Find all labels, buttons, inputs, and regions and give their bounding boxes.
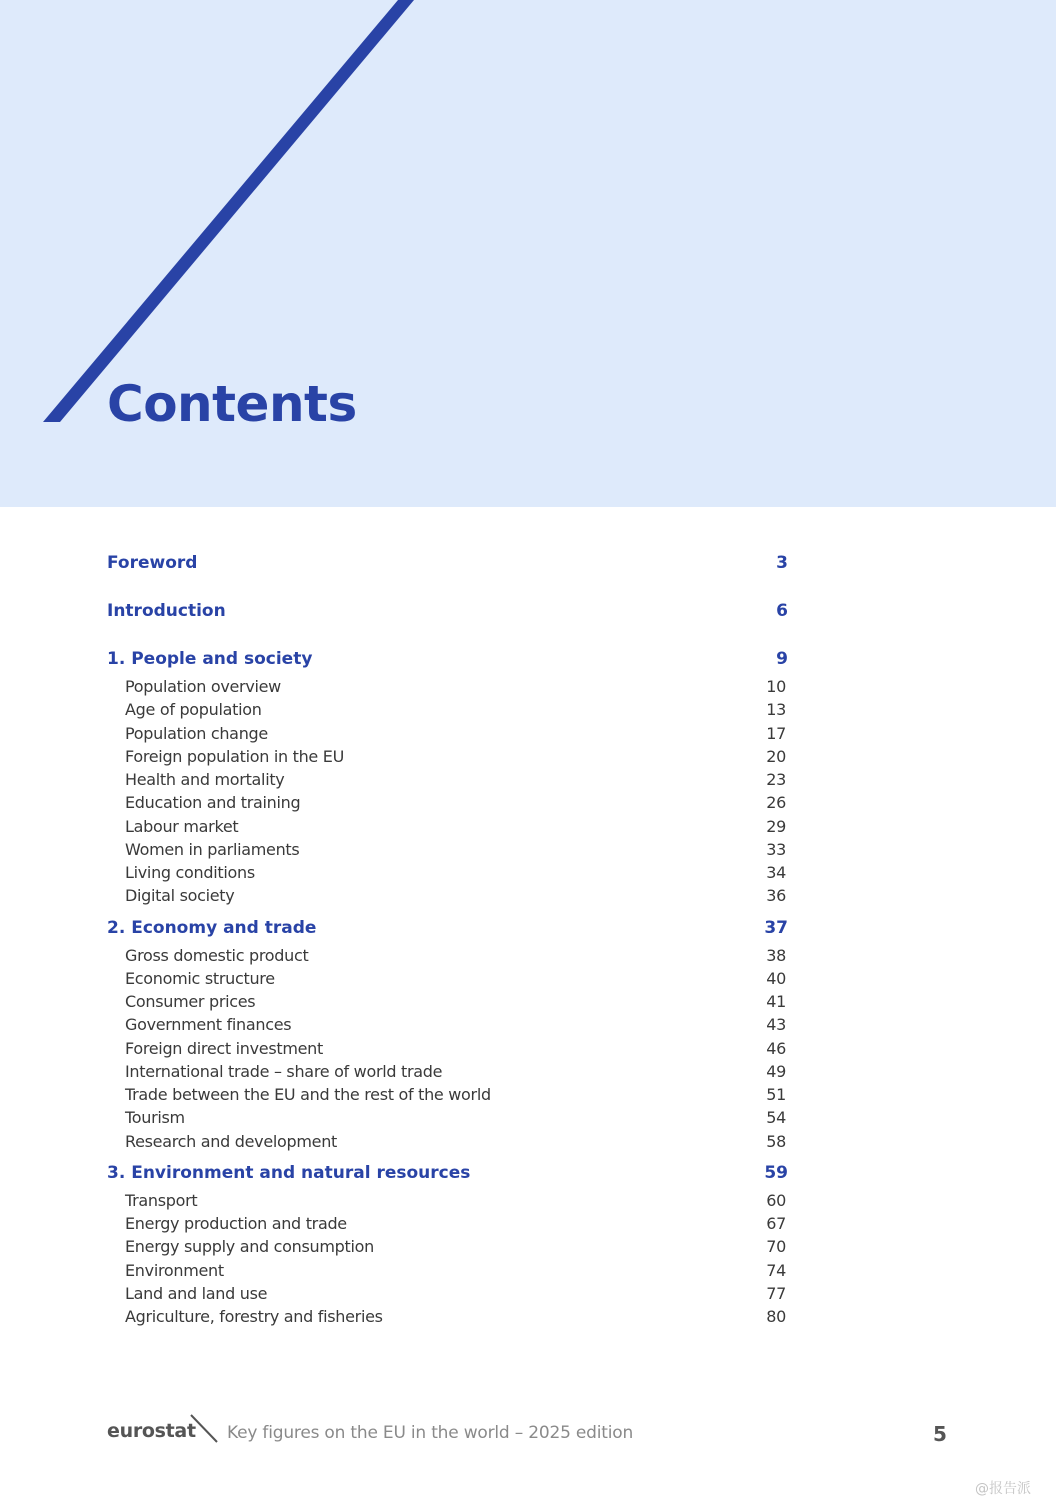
toc-item-title: Gross domestic product [125,945,309,965]
toc-item-title: Labour market [125,816,239,836]
toc-section-heading[interactable] [107,598,788,639]
toc-item-title: Population change [125,723,268,743]
toc-section-title: Foreword [107,553,198,573]
toc-item[interactable] [107,745,788,768]
toc-section-page: 37 [764,917,788,938]
toc-item-title: Environment [125,1260,224,1280]
toc-item-page: 41 [766,992,786,1011]
toc-item[interactable] [107,1083,788,1106]
toc-section-heading[interactable] [107,915,788,944]
toc-section-heading[interactable] [107,1160,788,1189]
toc-item-page: 33 [766,839,786,859]
toc-item-page: 49 [766,1061,786,1081]
toc-item[interactable] [107,791,788,814]
toc-item-title: Agriculture, forestry and fisheries [125,1307,383,1326]
toc-item-title: Health and mortality [125,770,285,789]
logo-slash-icon [188,1413,220,1445]
page-title: Contents [107,375,357,433]
toc-item-page: 67 [766,1214,786,1233]
toc-item[interactable] [107,838,788,861]
toc-item-page: 20 [766,746,786,766]
toc-item-title: Energy supply and consumption [125,1237,374,1257]
toc-section-page: 3 [776,553,788,573]
toc-item-page: 77 [766,1283,786,1303]
toc-section-title: 3. Environment and natural resources [107,1162,471,1183]
toc-item[interactable] [107,698,788,721]
toc-item[interactable] [107,815,788,838]
toc-item[interactable] [107,1037,788,1060]
toc-item[interactable] [107,884,788,907]
toc-item-title: Living conditions [125,863,255,882]
toc-item-title: Research and development [125,1131,338,1151]
toc-item-title: Consumer prices [125,992,256,1011]
toc-item[interactable] [107,1130,788,1153]
diagonal-slash-decoration [0,0,420,430]
toc-item-page: 13 [766,700,786,720]
footer-page-number: 5 [933,1422,947,1446]
toc-item-page: 54 [766,1108,786,1128]
toc-section-heading[interactable] [107,646,788,675]
toc-section [107,646,788,908]
toc-item-title: Population overview [125,677,281,696]
toc-item-title: Trade between the EU and the rest of the world [125,1085,491,1104]
toc-section-page: 6 [776,601,788,621]
toc-item[interactable] [107,1235,788,1258]
toc-item-title: Energy production and trade [125,1214,347,1233]
toc-item-page: 23 [766,770,786,789]
toc-item-title: Economic structure [125,968,275,988]
toc-item-page: 36 [766,886,786,906]
toc-item[interactable] [107,1106,788,1129]
toc-item[interactable] [107,967,788,990]
toc-section [107,598,788,639]
toc-item-page: 43 [766,1015,786,1035]
toc-item[interactable] [107,1282,788,1305]
toc-item[interactable] [107,768,788,791]
toc-item[interactable] [107,1060,788,1083]
toc-section-page: 59 [764,1162,788,1183]
toc-item[interactable] [107,1259,788,1282]
toc-item-title: Digital society [125,886,235,906]
toc-item-page: 40 [766,968,786,988]
toc-item-page: 10 [766,677,786,696]
toc-section-heading[interactable] [107,550,788,591]
toc-item-page: 51 [766,1085,786,1104]
toc-section-page: 9 [776,649,788,669]
toc-item-title: Age of population [125,700,262,720]
toc-section [107,550,788,591]
toc-item[interactable] [107,944,788,967]
toc-item[interactable] [107,722,788,745]
toc-item[interactable] [107,1189,788,1212]
toc-section [107,1160,788,1329]
toc-item-page: 46 [766,1038,786,1058]
toc-item[interactable] [107,861,788,884]
toc-item-page: 80 [766,1307,786,1326]
toc-item-title: Land and land use [125,1283,268,1303]
toc-item-title: Government finances [125,1015,292,1035]
toc-item[interactable] [107,1013,788,1036]
toc-item-title: Foreign population in the EU [125,746,344,766]
toc-item-title: Women in parliaments [125,839,300,859]
toc-item-page: 60 [766,1190,786,1210]
toc-item[interactable] [107,990,788,1013]
watermark: @报告派 [975,1481,1031,1497]
footer-publication-title: Key figures on the EU in the world – 2025 edition [227,1423,634,1443]
eurostat-logo: eurostat [107,1420,196,1442]
toc-item-page: 29 [766,816,786,836]
toc-item-page: 34 [766,863,786,882]
toc-section-title: 2. Economy and trade [107,917,317,938]
toc-section [107,915,788,1153]
toc-item[interactable] [107,675,788,698]
toc-item-title: International trade – share of world trade [125,1061,443,1081]
toc-item-page: 70 [766,1237,786,1257]
toc-item-title: Foreign direct investment [125,1038,324,1058]
toc-item-page: 74 [766,1260,786,1280]
toc-item-page: 17 [766,723,786,743]
toc-item[interactable] [107,1305,788,1328]
toc-item-title: Tourism [125,1108,185,1128]
toc-item-page: 38 [766,945,786,965]
toc-section-title: 1. People and society [107,649,313,669]
toc-item[interactable] [107,1212,788,1235]
table-of-contents [107,550,788,1335]
toc-item-page: 26 [766,793,786,813]
toc-item-title: Transport [125,1190,198,1210]
toc-section-title: Introduction [107,601,226,621]
toc-item-title: Education and training [125,793,301,813]
toc-item-page: 58 [766,1131,786,1151]
